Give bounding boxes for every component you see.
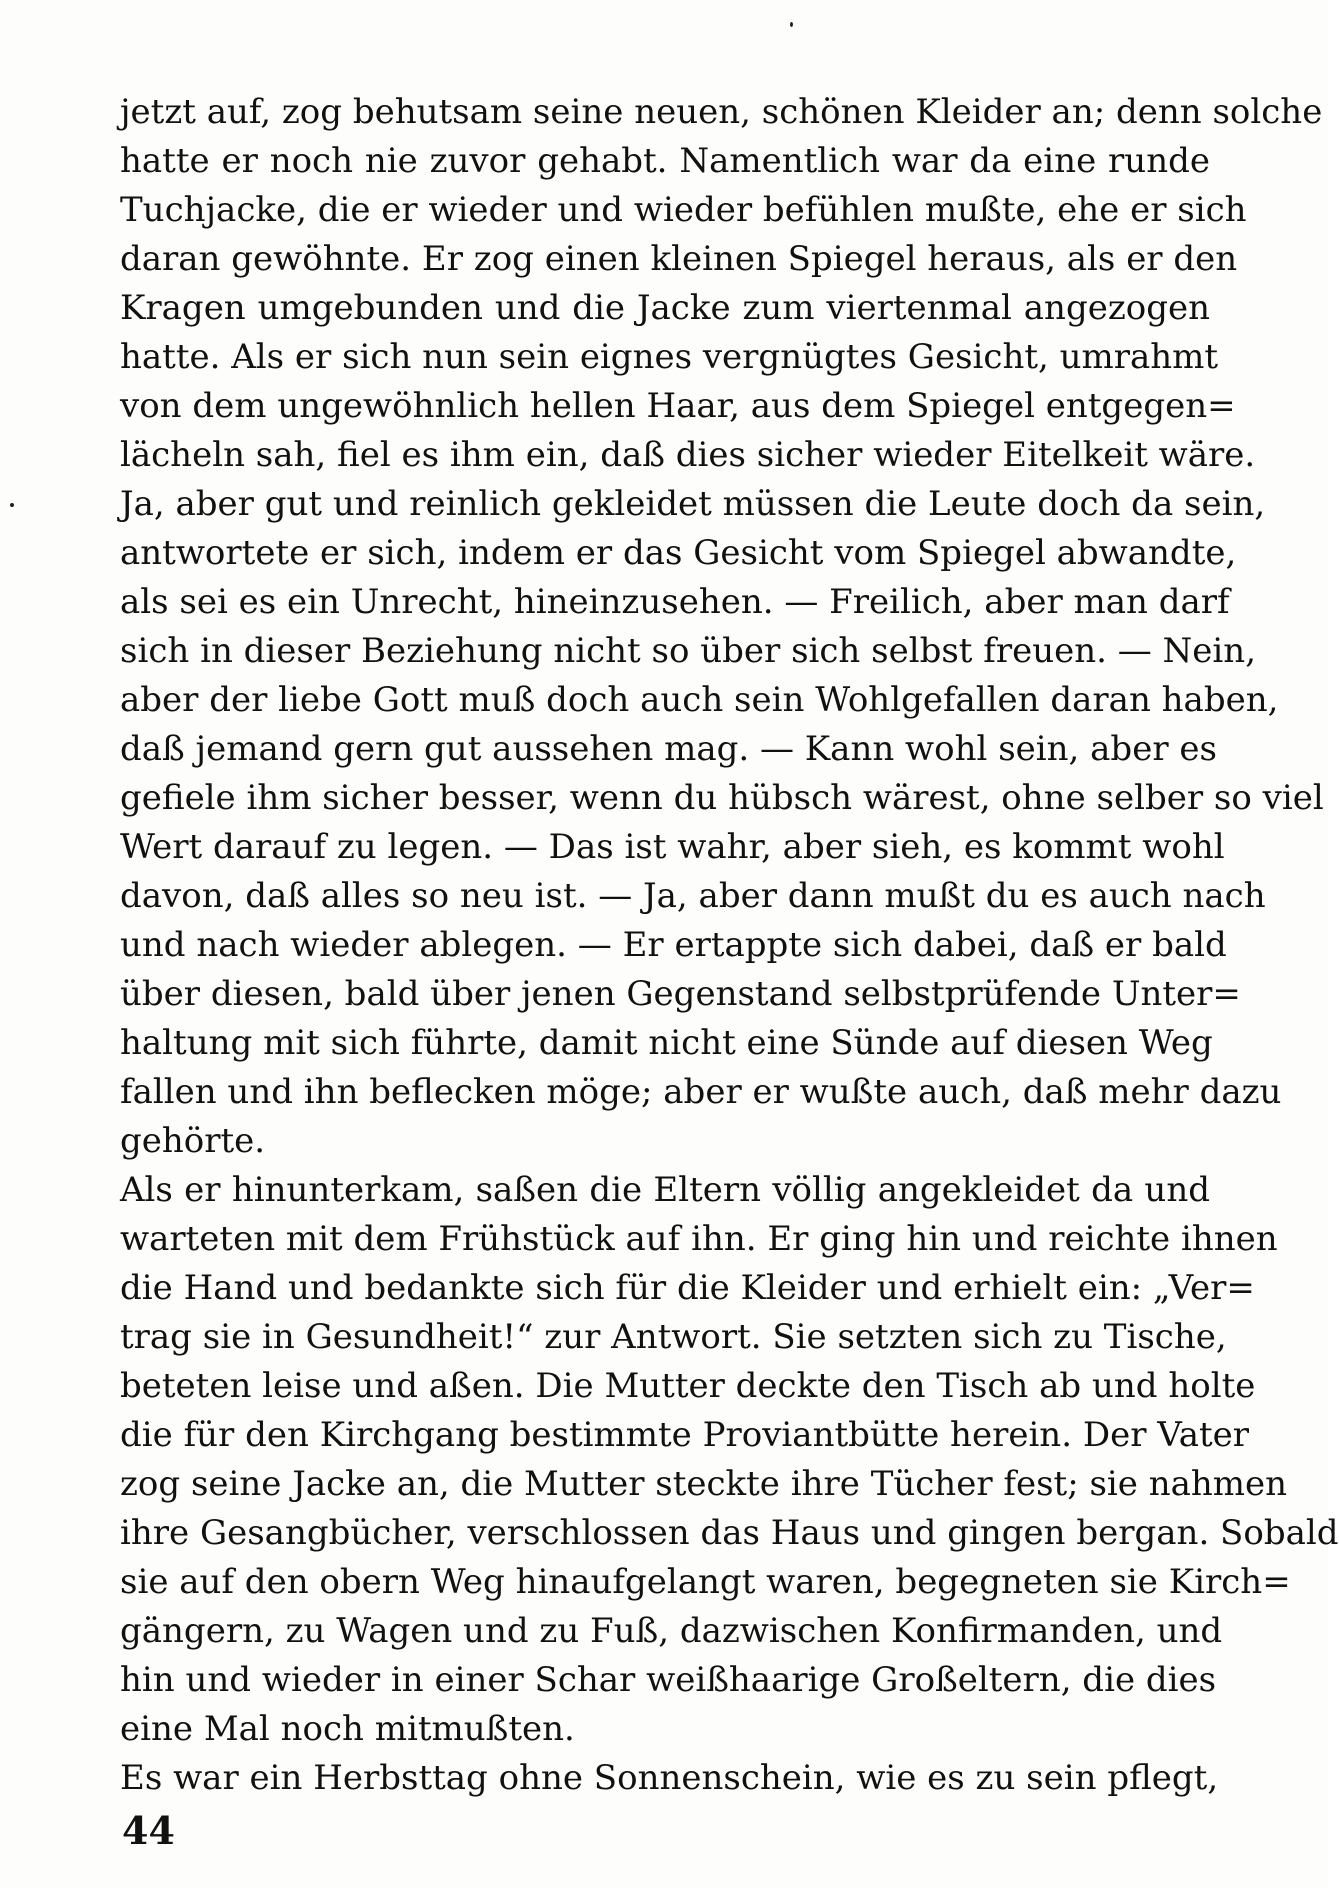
text-line: über diesen, bald über jenen Gegenstand selbstprüfende Unter= — [120, 974, 1241, 1014]
text-line: aber der liebe Gott muß doch auch sein Wohlgefallen daran haben, — [120, 680, 1279, 720]
text-line: Kragen umgebunden und die Jacke zum viertenmal angezogen — [120, 288, 1210, 328]
print-speck — [10, 503, 14, 507]
text-line: trag sie in Gesundheit!“ zur Antwort. Sie setzten sich zu Tische, — [120, 1317, 1227, 1357]
text-line: gehörte. — [120, 1121, 266, 1161]
print-speck — [790, 22, 793, 27]
paragraph — [120, 1754, 1219, 1803]
text-line: Ja, aber gut und reinlich gekleidet müssen die Leute doch da sein, — [120, 484, 1266, 524]
text-line: und nach wieder ablegen. — Er ertappte sich dabei, daß er bald — [120, 925, 1227, 965]
text-line: Wert darauf zu legen. — Das ist wahr, aber sieh, es kommt wohl — [120, 827, 1225, 867]
text-line: jetzt auf, zog behutsam seine neuen, schönen Kleider an; denn solche — [120, 92, 1323, 132]
text-line: als sei es ein Unrecht, hineinzusehen. — Freilich, aber man darf — [120, 582, 1230, 622]
paragraph — [120, 88, 1324, 1166]
text-line: daß jemand gern gut aussehen mag. — Kann wohl sein, aber es — [120, 729, 1217, 769]
text-line: die Hand und bedankte sich für die Kleider und erhielt ein: „Ver= — [120, 1268, 1255, 1308]
text-line: die für den Kirchgang bestimmte Proviantbütte herein. Der Vater — [120, 1415, 1250, 1455]
text-line: gefiele ihm sicher besser, wenn du hübsch wärest, ohne selber so viel — [120, 778, 1324, 818]
text-line: hatte. Als er sich nun sein eignes vergnügtes Gesicht, umrahmt — [120, 337, 1219, 377]
text-line: zog seine Jacke an, die Mutter steckte ihre Tücher fest; sie nahmen — [120, 1464, 1288, 1504]
text-line: daran gewöhnte. Er zog einen kleinen Spiegel heraus, als er den — [120, 239, 1238, 279]
text-line: eine Mal noch mitmußten. — [120, 1709, 575, 1749]
text-line: Tuchjacke, die er wieder und wieder befühlen mußte, ehe er sich — [120, 190, 1247, 230]
text-line: hatte er noch nie zuvor gehabt. Namentlich war da eine runde — [120, 141, 1210, 181]
text-line: haltung mit sich führte, damit nicht eine Sünde auf diesen Weg — [120, 1023, 1213, 1063]
text-line: hin und wieder in einer Schar weißhaarige Großeltern, die dies — [120, 1660, 1217, 1700]
text-line: antwortete er sich, indem er das Gesicht vom Spiegel abwandte, — [120, 533, 1237, 573]
text-line: von dem ungewöhnlich hellen Haar, aus dem Spiegel entgegen= — [120, 386, 1236, 426]
paragraph — [120, 1166, 1339, 1754]
text-line: fallen und ihn beflecken möge; aber er wußte auch, daß mehr dazu — [120, 1072, 1282, 1112]
text-line: gängern, zu Wagen und zu Fuß, dazwischen Konfirmanden, und — [120, 1611, 1223, 1651]
text-line: beteten leise und aßen. Die Mutter deckte den Tisch ab und holte — [120, 1366, 1256, 1406]
page-number: 44 — [122, 1808, 175, 1853]
text-line: sie auf den obern Weg hinaufgelangt waren, begegneten sie Kirch= — [120, 1562, 1291, 1602]
text-line: Es war ein Herbsttag ohne Sonnenschein, wie es zu sein pflegt, — [120, 1758, 1219, 1798]
text-line: warteten mit dem Frühstück auf ihn. Er ging hin und reichte ihnen — [120, 1219, 1278, 1259]
text-line: lächeln sah, fiel es ihm ein, daß dies sicher wieder Eitelkeit wäre. — [120, 435, 1256, 475]
text-line: sich in dieser Beziehung nicht so über sich selbst freuen. — Nein, — [120, 631, 1257, 671]
text-line: davon, daß alles so neu ist. — Ja, aber dann mußt du es auch nach — [120, 876, 1266, 916]
text-line: ihre Gesangbücher, verschlossen das Haus und gingen bergan. Sobald — [120, 1513, 1339, 1553]
body-text — [120, 88, 1339, 1803]
text-line: Als er hinunterkam, saßen die Eltern völlig angekleidet da und — [120, 1170, 1210, 1210]
